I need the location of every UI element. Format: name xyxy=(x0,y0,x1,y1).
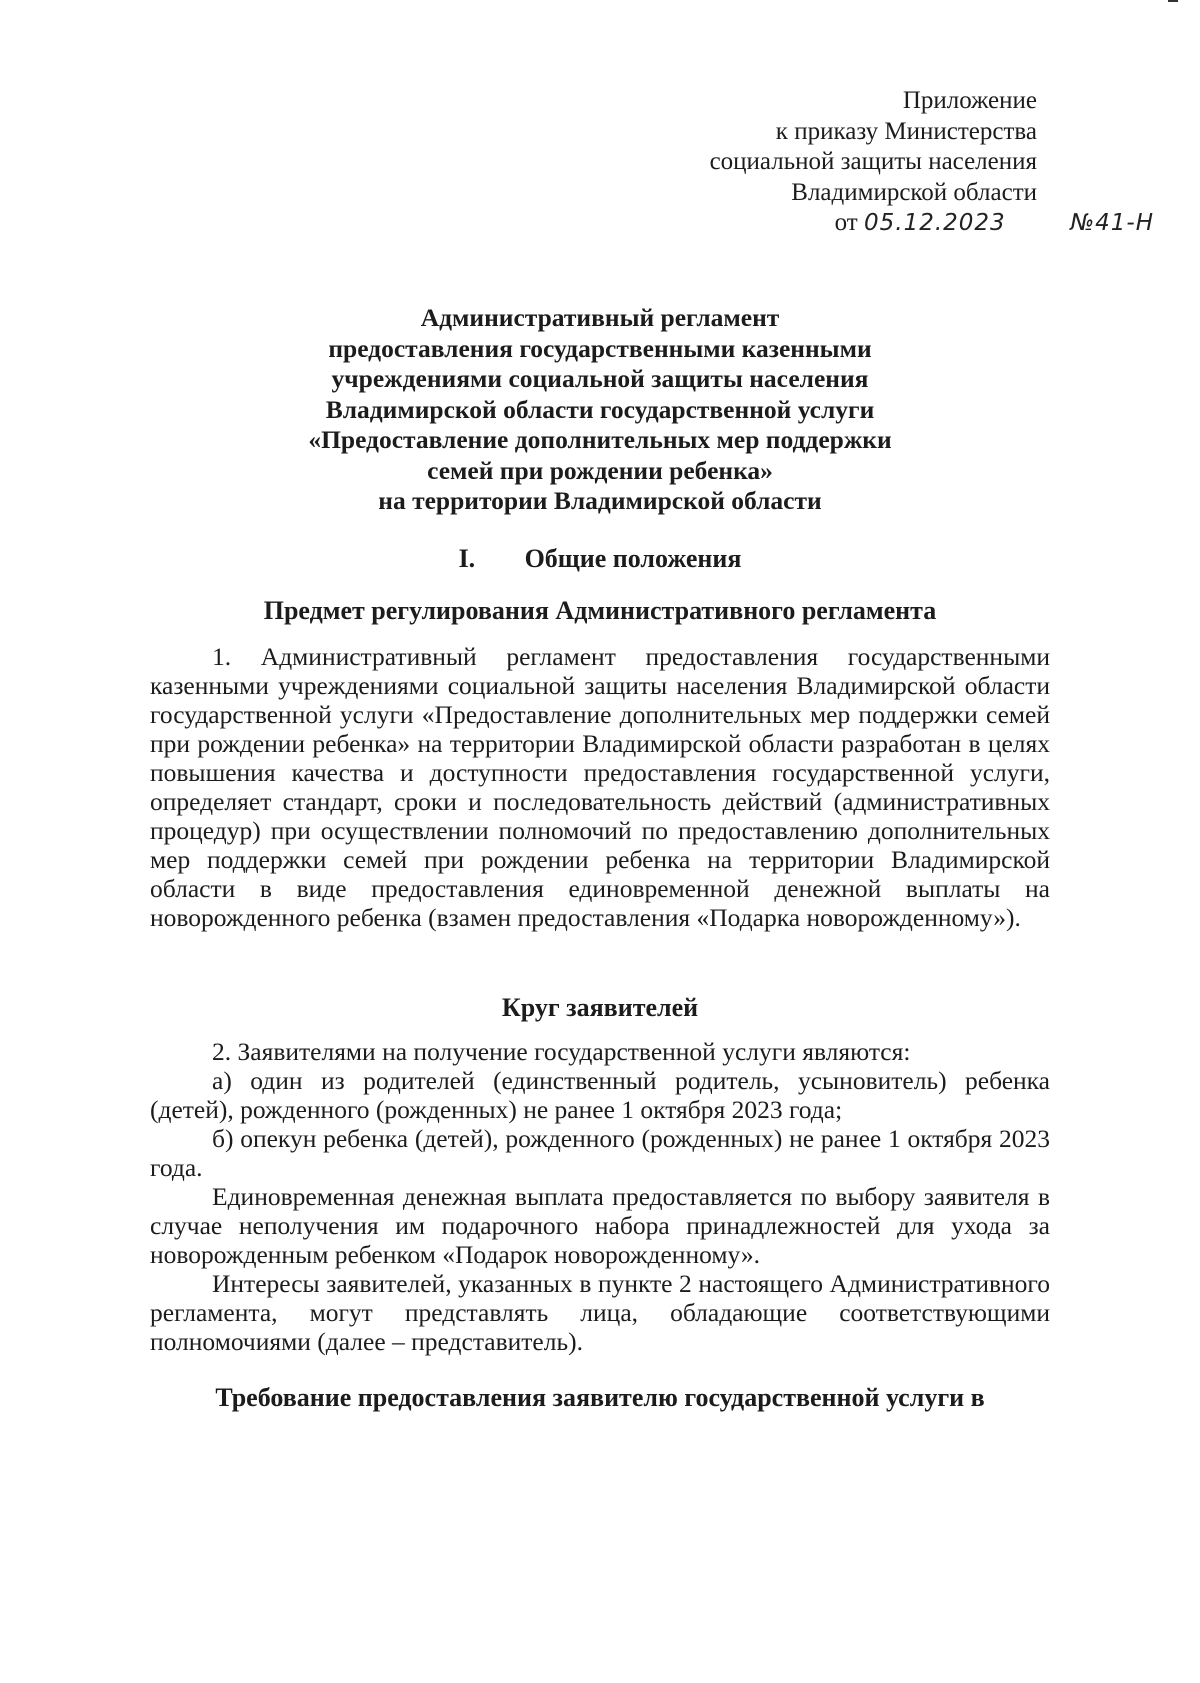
title-line-6: семей при рождении ребенка» xyxy=(427,455,773,485)
subheading-applicants: Круг заявителей xyxy=(501,993,699,1022)
title-line-1: Административный регламент xyxy=(420,303,780,332)
appendix-line-4: Владимирской области xyxy=(791,178,1037,206)
title-line-2: предоставления государственными казенными xyxy=(328,333,872,363)
paragraph-1: 1. Административный регламент предоставления государственными казенными учреждениями социальной защиты населения Владимирской области государственной услуги «Предоставление дополнительных мер поддержки семей при рождении ребенка» на территории Владимирской области разработан в целях повышения качества и доступности предоставления государственной услуги, определяет стандарт, сроки и последовательность действий (административных процедур) при осуществлении полномочий по предоставлению дополнительных мер поддержки семей при рождении ребенка на территории Владимирской области в виде предоставления единовременной денежной выплаты на новорожденного ребенка (взамен предоставления «Подарка новорожденному»). xyxy=(150,642,1050,932)
date-prefix: от xyxy=(834,209,858,236)
section-heading xyxy=(150,544,1050,574)
paragraph-2b: б) опекун ребенка (детей), рожденного (рожденных) не ранее 1 октября 2023 года. xyxy=(150,1124,1050,1182)
title-line-4: Владимирской области государственной услуги xyxy=(325,394,875,424)
paragraph-3: Единовременная денежная выплата предоставляется по выбору заявителя в случае неполучения им подарочного набора принадлежностей для ухода за новорожденным ребенком «Подарок новорожденному». xyxy=(150,1182,1050,1269)
section-title: Общие положения xyxy=(524,544,742,573)
paragraph-2a: а) один из родителей (единственный родитель, усыновитель) ребенка (детей), рожденного (рожденных) не ранее 1 октября 2023 года; xyxy=(150,1066,1050,1124)
subheading-subject: Предмет регулирования Административного регламента xyxy=(263,596,937,625)
handwritten-order-number: №41-Н xyxy=(1070,210,1154,236)
title-line-7: на территории Владимирской области xyxy=(378,486,822,515)
subheading-requirement: Требование предоставления заявителю государственной услуги в xyxy=(215,1383,985,1412)
handwritten-date: 05.12.2023 xyxy=(864,210,1006,236)
order-date-line xyxy=(835,209,1154,237)
scan-mark xyxy=(1168,0,1178,2)
appendix-line-3: социальной защиты населения xyxy=(709,148,1037,175)
title-line-3: учреждениями социальной защиты населения xyxy=(331,364,869,393)
appendix-line-1: Приложение xyxy=(902,87,1037,114)
paragraph-4: Интересы заявителей, указанных в пункте 2 настоящего Административного регламента, могут представлять лица, обладающие соответствующими полномочиями (далее – представитель). xyxy=(150,1269,1050,1356)
appendix-line-2: к приказу Министерства xyxy=(775,117,1037,145)
document-title xyxy=(150,303,1050,517)
section-number: I. xyxy=(458,544,476,573)
title-line-5: «Предоставление дополнительных мер поддержки xyxy=(308,425,892,454)
paragraph-2: 2. Заявителями на получение государственной услуги являются: xyxy=(212,1037,911,1066)
appendix-block xyxy=(710,86,1037,208)
